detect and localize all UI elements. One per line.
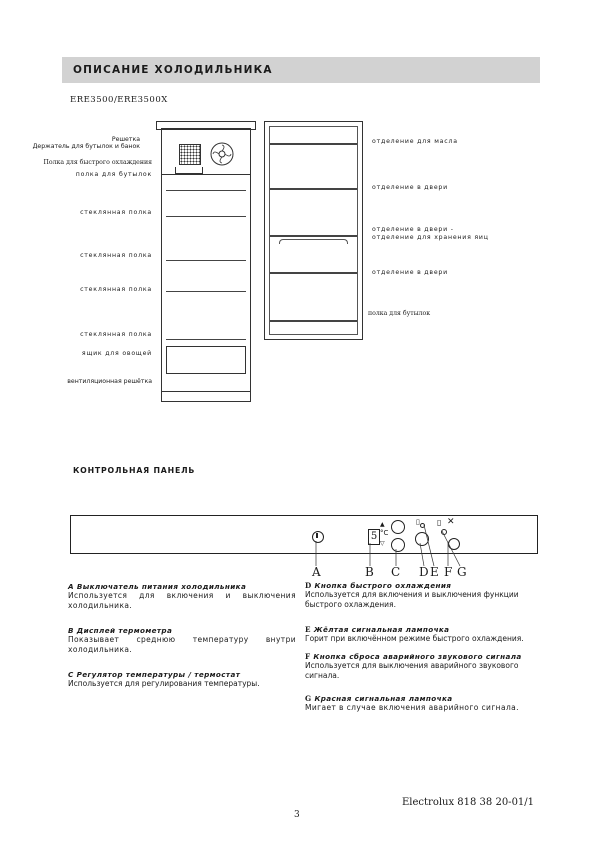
label-grille: Решетка <box>111 136 140 143</box>
label-door-eggs-1: отделение в двери - <box>372 226 454 233</box>
letter-b: B <box>365 565 374 579</box>
desc-f-text: Используется для выключения аварийного звукового сигнала. <box>305 661 519 681</box>
thermometer-display: 5 <box>368 529 380 545</box>
footer-brand-code: Electrolux 818 38 20-01/1 <box>402 797 535 808</box>
desc-b-heading: B Дисплей термометра <box>68 626 173 635</box>
desc-d-letter: D <box>305 581 312 590</box>
label-veg-drawer: ящик для овощей <box>81 350 152 357</box>
letter-e: E <box>430 565 439 579</box>
label-vent-grille: вентиляционная решётка <box>67 378 152 385</box>
letter-d: D <box>419 565 429 579</box>
desc-a-text: Используется для включения и выключения холодильника. <box>68 591 296 611</box>
label-fast-cool-shelf: Полка для быстрого охлаждения <box>43 159 152 166</box>
fast-cool-icon: ▯ <box>416 518 420 526</box>
label-door-eggs-2: отделение для хранения яиц <box>372 234 489 241</box>
label-glass-shelf-4: стеклянная полка <box>80 331 152 338</box>
label-glass-shelf-2: стеклянная полка <box>80 252 152 259</box>
alarm-icon: ▯ <box>437 518 442 527</box>
desc-c <box>68 670 296 689</box>
desc-e-heading: Жёлтая сигнальная лампочка <box>313 625 450 634</box>
desc-d-text: Используется для включения и выключения функции быстрого охлаждения. <box>305 590 519 610</box>
desc-f <box>305 652 537 682</box>
label-door-2: отделение в двери <box>372 269 448 276</box>
model-number: ERE3500/ERE3500X <box>70 95 168 105</box>
desc-g-text: Мигает в случае включения аварийного сигнала. <box>305 703 519 712</box>
desc-a <box>68 582 296 612</box>
label-glass-shelf-1: стеклянная полка <box>80 209 152 216</box>
letter-a: A <box>312 565 321 579</box>
desc-d <box>305 581 537 611</box>
desc-g-heading: Красная сигнальная лампочка <box>314 694 453 703</box>
label-glass-shelf-3: стеклянная полка <box>80 286 152 293</box>
letter-g: G <box>457 565 467 579</box>
desc-c-text: Используется для регулирования температуры. <box>68 679 260 688</box>
label-bottle-shelf: полка для бутылок <box>75 171 152 178</box>
celsius-unit: °C <box>380 529 389 537</box>
letter-c: C <box>391 565 401 579</box>
alarm-mute-icon: ✕ <box>447 517 455 527</box>
page-number: 3 <box>294 810 300 820</box>
label-door-1: отделение в двери <box>372 184 448 191</box>
control-panel-title: КОНТРОЛЬНАЯ ПАНЕЛЬ <box>73 466 196 475</box>
desc-b <box>68 626 296 656</box>
desc-a-heading: A Выключатель питания холодильника <box>68 582 247 591</box>
desc-g-letter: G <box>305 694 312 703</box>
desc-f-heading: Кнопка сброса аварийного звукового сигнала <box>313 652 522 661</box>
page-title: ОПИСАНИЕ ХОЛОДИЛЬНИКА <box>73 64 273 76</box>
desc-d-heading: Кнопка быстрого охлаждения <box>314 581 452 590</box>
desc-f-letter: F <box>305 652 311 661</box>
label-butter: отделение для масла <box>372 138 458 145</box>
desc-g <box>305 694 537 713</box>
desc-e-letter: E <box>305 625 311 634</box>
label-bottle-holder: Держатель для бутылок и банок <box>32 143 140 150</box>
desc-e-text: Горит при включённом режиме быстрого охлаждения. <box>305 634 524 643</box>
letter-f: F <box>444 565 453 579</box>
desc-e <box>305 625 537 644</box>
temp-down-icon: ▽ <box>380 540 385 547</box>
desc-c-heading: C Регулятор температуры / термостат <box>68 670 241 679</box>
temp-up-icon: ▲ <box>380 521 385 528</box>
label-door-bottle-shelf: полка для бутылок <box>368 310 431 317</box>
desc-b-text: Показывает среднюю температуру внутри холодильника. <box>68 635 296 655</box>
